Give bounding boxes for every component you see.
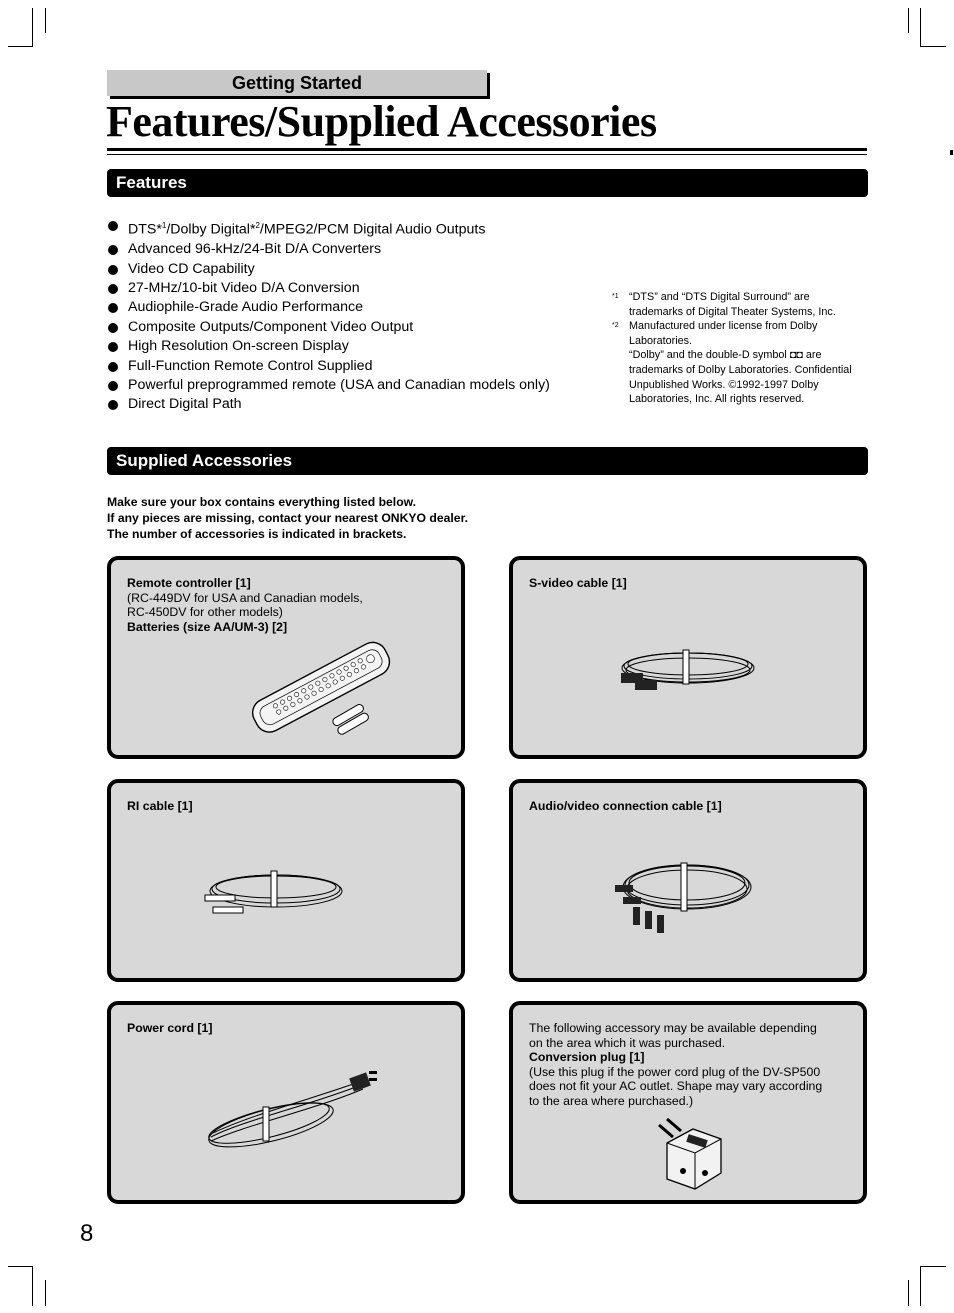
crop-mark [920,1266,946,1267]
footnote-1: *1 “DTS” and “DTS Digital Surround” are trademarks of Digital Theater Systems, Inc. [612,291,836,318]
feature-item: DTS*$^1$/Dolby Digital*$^2$/MPEG2/PCM Digital Audio Outputs [107,216,550,240]
av-text: Audio/video connection cable [1] [529,799,722,813]
remote-text: Remote controller [1] (RC-449DV for USA and Canadian models, RC-450DV for other models) Batteries (size AA/UM-3) [2] [127,576,363,634]
crop-mark [920,8,921,46]
section-tag [107,70,487,96]
ri-symbol: RI [127,799,140,813]
page-number: 8 [80,1220,94,1247]
feature-item: High Resolution On-screen Display [107,337,550,356]
power-cord-box [107,1001,465,1204]
feature-item: Full-Function Remote Control Supplied [107,357,550,376]
page-title: Features/Supplied Accessories [106,97,657,146]
power-text: Power cord [1] [127,1021,213,1035]
feature-item: Composite Outputs/Component Video Output [107,318,550,337]
crop-mark [8,46,33,47]
footnote-2: *2 Manufactured under license from Dolby Laboratories. “Dolby” and the double-D symbol ◘◘ are trademarks of Dolby Laboratories. Confidential Unpublished Works. ©1992-1997 Dolby Laboratories, Inc. All rights reserved. [612,320,852,406]
crop-mark [920,1266,921,1306]
section-label: Getting Started [231,73,362,93]
remote-controller-icon [241,630,401,740]
remote-controller-box [107,556,465,759]
conversion-plug-icon [653,1115,733,1193]
accessories-heading: Supplied Accessories [116,451,293,470]
feature-item: Advanced 96-kHz/24-Bit D/A Converters [107,240,550,259]
av-cable-box [509,779,867,982]
crop-mark [45,1280,46,1306]
ri-text: RI cable [1] [127,799,193,813]
crop-mark [32,1266,33,1306]
conversion-text: The following accessory may be available depending on the area which it was purchased. Conversion plug [1] (Use this plug if the power cord plug of the DV-SP500 does not fit your AC outlet. Shape may vary according to the area where purchased.) [529,1021,823,1108]
accessories-heading-bar [107,447,868,475]
title-rule-thin [107,154,867,155]
crop-mark [908,1280,909,1306]
feature-item: Video CD Capability [107,260,550,279]
av-cable-icon [609,845,759,940]
crop-mark [45,8,46,33]
feature-item: 27-MHz/10-bit Video D/A Conversion [107,279,550,298]
s-video-cable-icon [613,638,763,708]
crop-mark [920,46,946,47]
s-video-cable-box [509,556,867,759]
crop-mark [32,8,33,46]
footnotes [612,290,872,407]
feature-item: Powerful preprogrammed remote (USA and Canadian models only) [107,376,550,395]
crop-mark [8,1266,33,1267]
power-cord-icon [201,1065,391,1155]
title-rule [107,148,867,151]
ri-cable-box [107,779,465,982]
feature-item: Audiophile-Grade Audio Performance [107,298,550,317]
feature-item: Direct Digital Path [107,395,550,414]
features-list [107,216,550,415]
ri-cable-icon [201,863,351,923]
features-heading-bar [107,169,868,197]
s-video-text: S-video cable [1] [529,576,627,590]
registration-dot [950,150,953,155]
accessories-intro: Make sure your box contains everything listed below. If any pieces are missing, contact your nearest ONKYO dealer. The number of accessories is indicated in brackets. [107,495,469,541]
conversion-plug-box [509,1001,867,1204]
crop-mark [908,8,909,33]
features-heading: Features [116,173,187,192]
